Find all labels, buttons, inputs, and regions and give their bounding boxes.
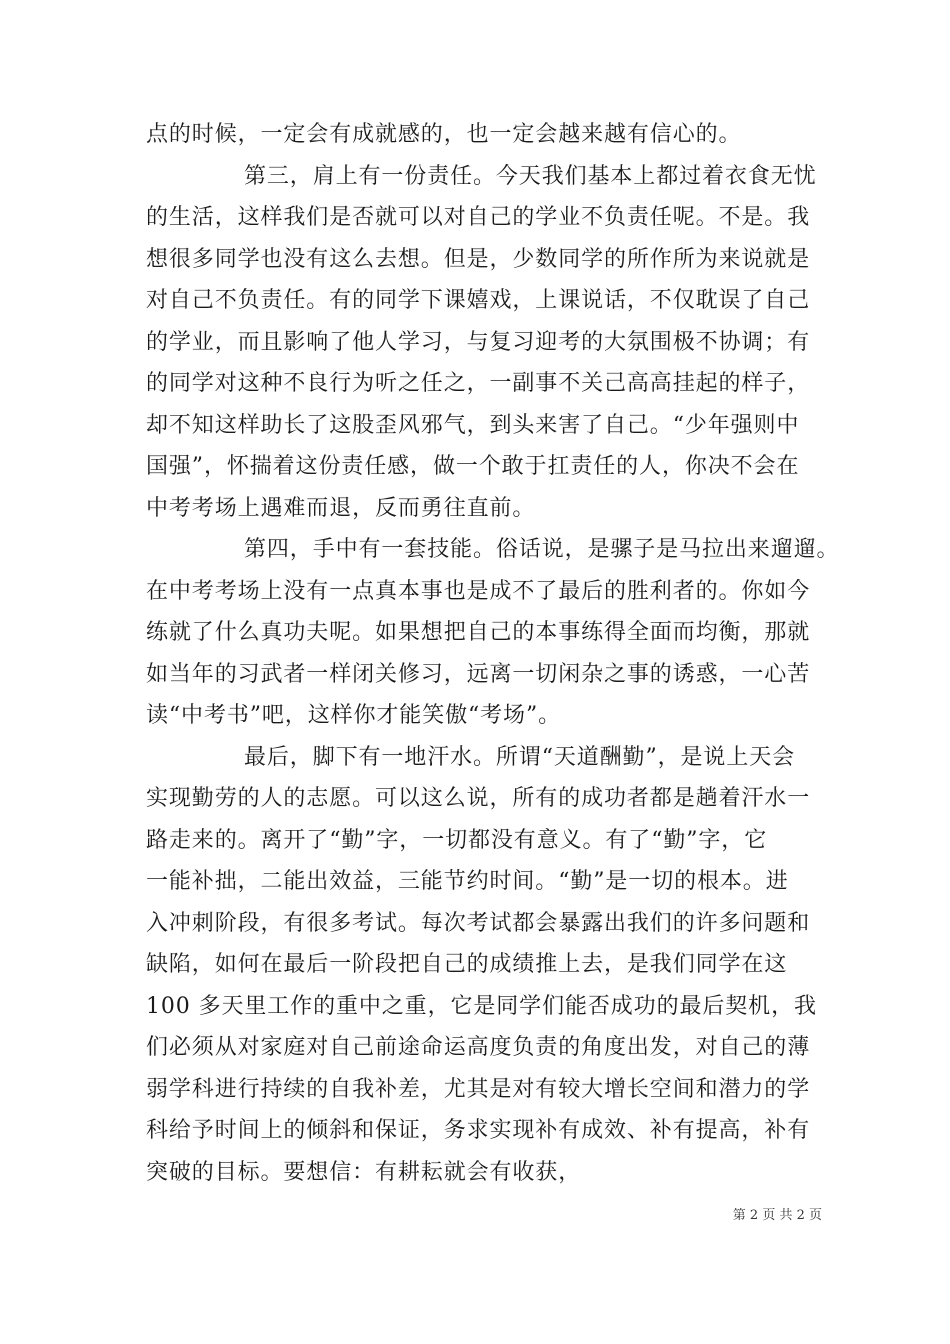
text-line: 对自己不负责任。有的同学下课嬉戏，上课说话，不仅耽误了自己 <box>146 288 811 313</box>
text-line: 的生活，这样我们是否就可以对自己的学业不负责任呢。不是。我 <box>146 205 811 230</box>
text-line: 如当年的习武者一样闭关修习，远离一切闲杂之事的诱惑，一心苦 <box>146 661 811 687</box>
text-line: 想很多同学也没有这么去想。但是，少数同学的所作所为来说就是 <box>146 246 811 272</box>
text-line: 中考考场上遇难而退，反而勇往直前。 <box>146 495 536 521</box>
text-line: 点的时候，一定会有成就感的，也一定会越来越有信心的。 <box>146 122 742 147</box>
text-line: 一能补拙，二能出效益，三能节约时间。“勤”是一切的根本。进 <box>146 869 789 894</box>
text-line: 国强”，怀揣着这份责任感，做一个敢于扛责任的人，你决不会在 <box>146 454 800 479</box>
text-line: 100 多天里工作的重中之重，它是同学们能否成功的最后契机，我 <box>146 993 817 1019</box>
text-line: 路走来的。离开了“勤”字，一切都没有意义。有了“勤”字，它 <box>146 827 768 853</box>
text-line: 读“中考书”吧，这样你才能笑傲“考场”。 <box>146 703 561 728</box>
text-line: 突破的目标。要想信：有耕耘就会有收获， <box>146 1159 582 1185</box>
text-line: 最后，脚下有一地汗水。所谓“天道酬勤”，是说上天会 <box>244 744 795 770</box>
text-line: 第三，肩上有一份责任。今天我们基本上都过着衣食无忧 <box>244 163 817 189</box>
text-line: 弱学科进行持续的自我补差，尤其是对有较大增长空间和潜力的学 <box>146 1076 811 1102</box>
text-line: 的学业，而且影响了他人学习，与复习迎考的大氛围极不协调；有 <box>146 329 811 355</box>
text-line: 的同学对这种不良行为听之任之，一副事不关己高高挂起的样子， <box>146 371 811 396</box>
text-line: 却不知这样助长了这股歪风邪气，到头来害了自己。“少年强则中 <box>146 412 800 438</box>
text-line: 练就了什么真功夫呢。如果想把自己的本事练得全面而均衡，那就 <box>146 620 811 645</box>
page-number: 第 2 页 共 2 页 <box>732 1208 822 1223</box>
text-line: 第四，手中有一套技能。俗话说，是骡子是马拉出来遛遛。 <box>244 537 840 562</box>
text-line: 科给予时间上的倾斜和保证，务求实现补有成效、补有提高，补有 <box>146 1118 811 1143</box>
text-line: 实现勤劳的人的志愿。可以这么说，所有的成功者都是趟着汗水一 <box>146 786 811 811</box>
text-line: 缺陷，如何在最后一阶段把自己的成绩推上去，是我们同学在这 <box>146 952 788 977</box>
text-line: 在中考考场上没有一点真本事也是成不了最后的胜利者的。你如今 <box>146 578 811 604</box>
text-line: 入冲刺阶段，有很多考试。每次考试都会暴露出我们的许多问题和 <box>146 910 811 936</box>
body-text <box>146 114 840 1193</box>
text-line: 们必须从对家庭对自己前途命运高度负责的角度出发，对自己的薄 <box>146 1035 811 1060</box>
